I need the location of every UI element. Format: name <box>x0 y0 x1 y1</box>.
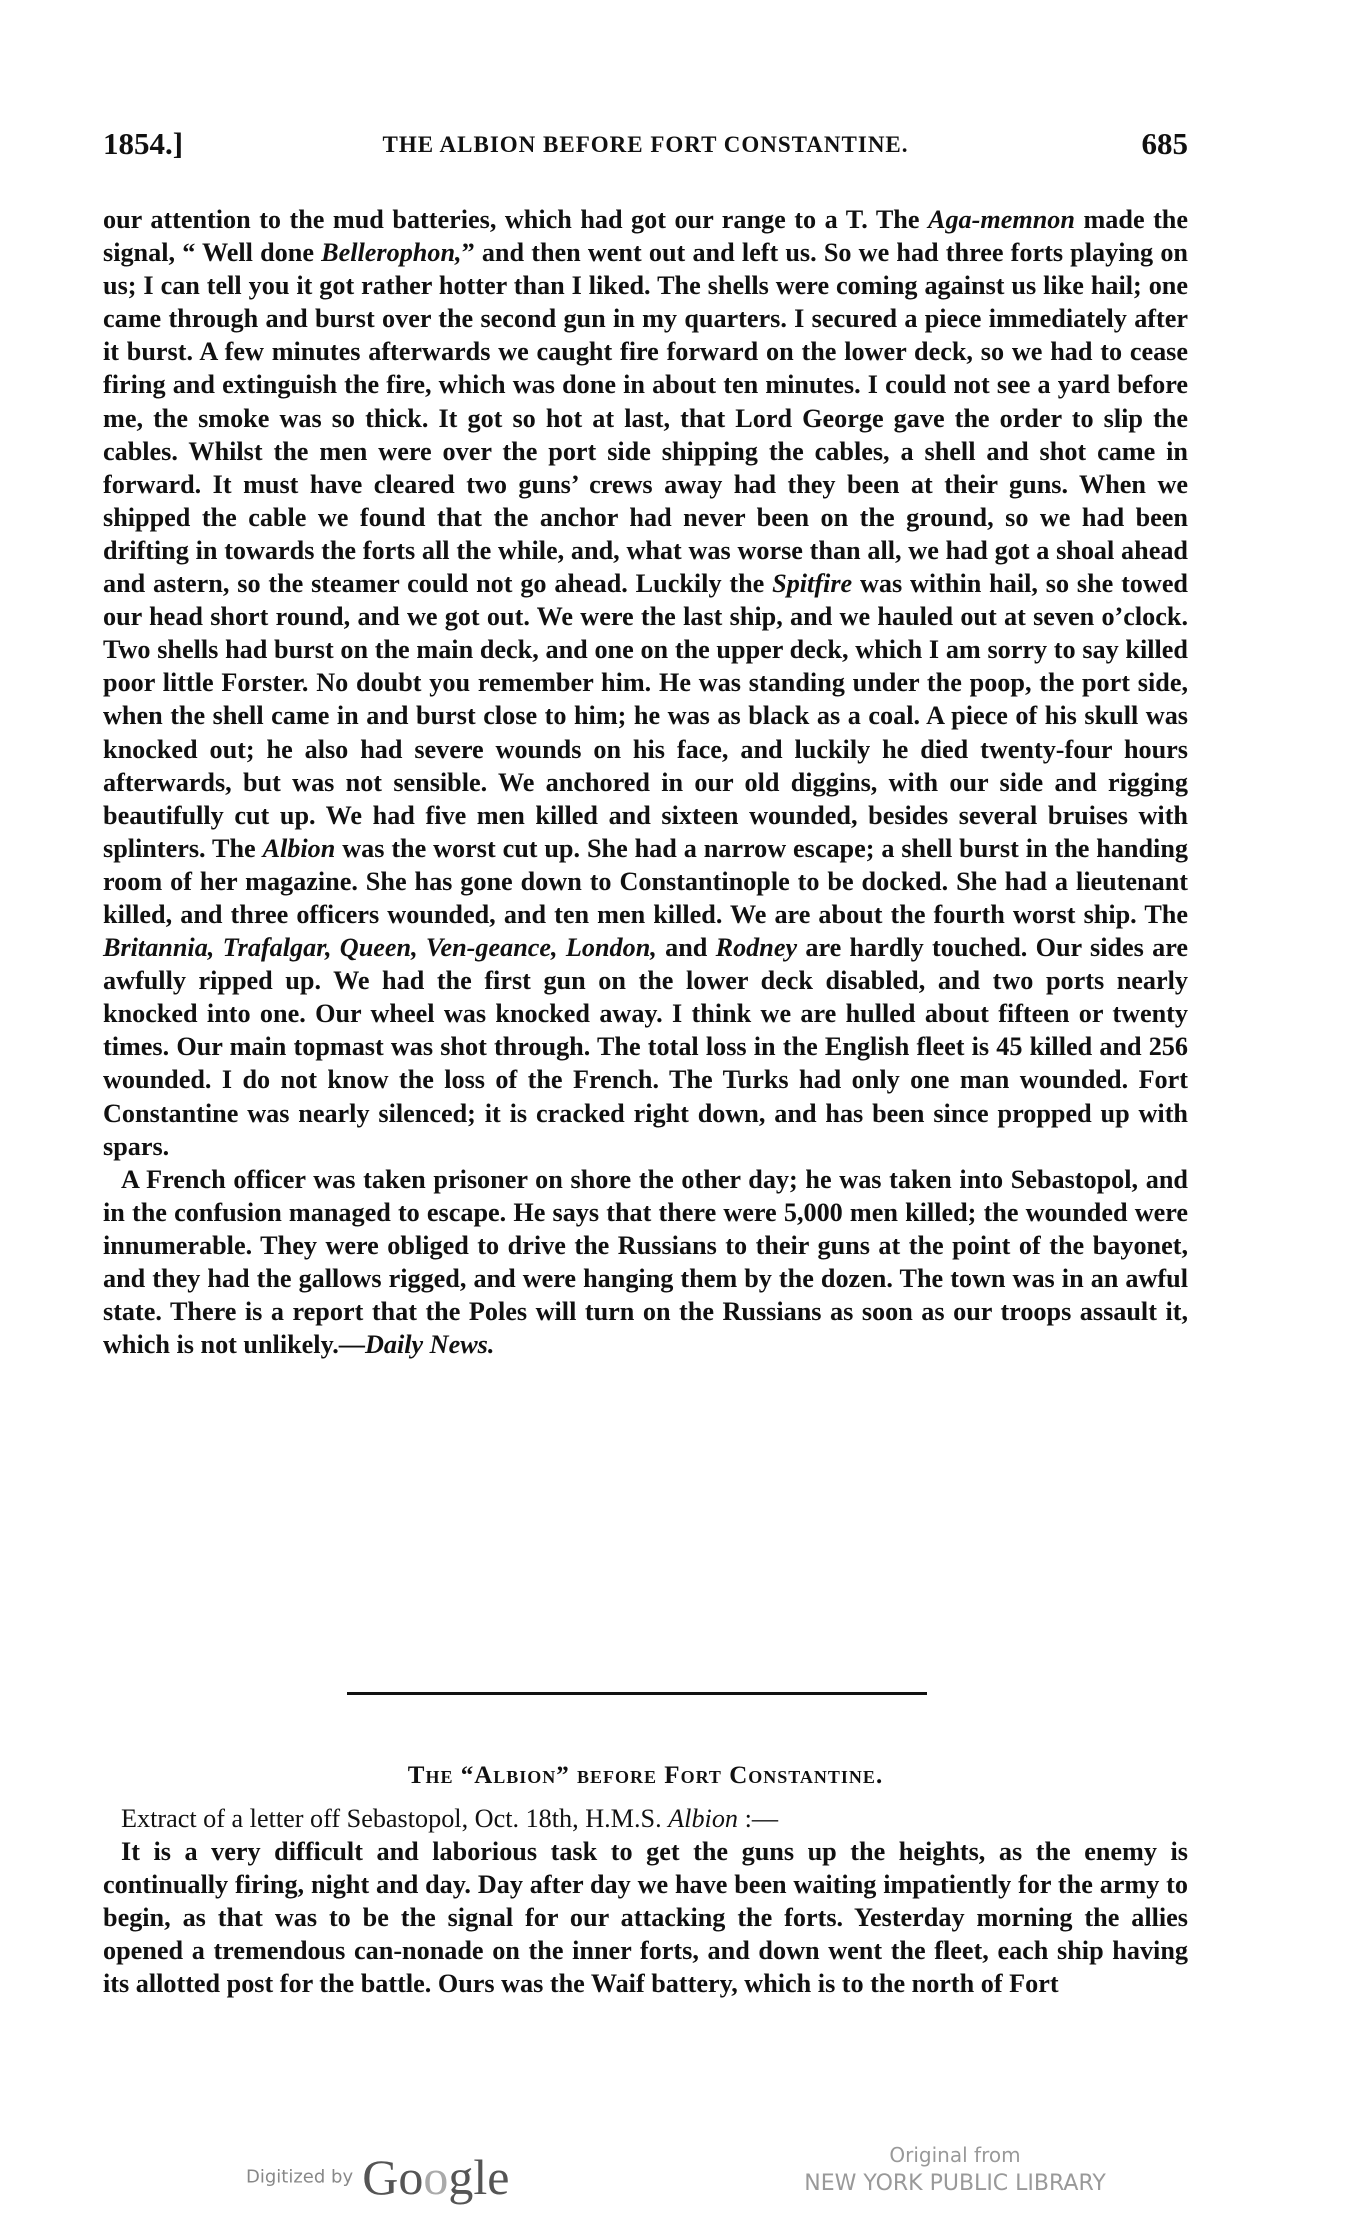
digitized-by-label: Digitized by <box>246 2166 354 2188</box>
article-1-paragraph-1 <box>103 203 1188 1163</box>
google-logo-letter: G <box>362 2149 399 2205</box>
running-head-title: THE ALBION BEFORE FORT CONSTANTINE. <box>382 132 909 157</box>
text-run: A French officer was taken prisoner on shore the other day; he was taken into Sebastopol, and in the confusion managed to escape. He says that there were 5,000 men killed; the wounded were innumerable. They were obliged to drive the Russians to their guns at the point of the bayonet, and they had the gallows rigged, and were hanging them by the dozen. The town was in an awful state. There is a report that the Poles will turn on the Russians as soon as our troops assault it, which is not unlikely.— <box>103 1164 1188 1360</box>
article-1-body <box>103 203 1188 1361</box>
text-run: our attention to the mud batteries, which had got our range to a T. The <box>103 205 928 234</box>
article-1-paragraph-2 <box>103 1163 1188 1362</box>
italic-run: Albion <box>668 1804 739 1833</box>
text-run: was within hail, so she towed our head short round, and we got out. We were the last ship, and we hauled out at seven o’clock. Two shells had burst on the main deck, and one on the upper deck, which I am sorry to say killed poor little Forster. No doubt you remember him. He was standing under the poop, the port side, when the shell came in and burst close to him; he was as black as a coal. A piece of his skull was knocked out; he also had severe wounds on his face, and luckily he died twenty-four hours afterwards, but was not sensible. We anchored in our old diggins, with our side and rigging beautifully cut up. We had five men killed and sixteen wounded, besides several bruises with splinters. The <box>103 569 1189 863</box>
italic-run: Aga-memnon <box>928 205 1075 234</box>
google-logo-letter: l <box>473 2149 488 2205</box>
running-head <box>103 126 1188 166</box>
text-run: :— <box>738 1804 779 1833</box>
italic-run: Rodney <box>715 933 798 963</box>
text-run: ” and then went out and left us. So we had three forts playing on us; I can tell you it got rather hotter than I liked. The shells were coming against us like hail; one came through and burst over the second gun in my quarters. I secured a piece immediately after it burst. A few minutes afterwards we caught fire forward on the lower deck, so we had to cease firing and extinguish the fire, which was done in about ten minutes. I could not see a yard before me, the smoke was so thick. It got so hot at last, that Lord George gave the order to slip the cables. Whilst the men were over the port side shipping the cables, a shell and shot came in forward. It must have cleared two guns’ crews away had they been at their guns. When we shipped the cable we found that the anchor had never been on the ground, so we had been drifting in towards the forts all the while, and, what was worse than all, we had got a shoal ahead and astern, so the steamer could not go ahead. Luckily the <box>103 238 1188 599</box>
google-logo-letter: o <box>398 2149 424 2205</box>
digitized-by-google <box>246 2148 509 2206</box>
text-run: Extract of a letter off Sebastopol, Oct. 18th, H.M.S. <box>121 1804 669 1833</box>
text-run: was the worst cut up. She had a narrow escape; a shell burst in the handing room of her magazine. She has gone down to Constantinople to be docked. She had a lieutenant killed, and three officers wounded, and ten men killed. We are about the fourth worst ship. The <box>103 833 1188 929</box>
italic-run: Spitfire <box>772 569 853 599</box>
italic-run: Daily News. <box>364 1330 495 1360</box>
running-head-year: 1854.] <box>103 126 184 161</box>
text-run: and <box>656 933 716 963</box>
article-2-body <box>103 1802 1188 2001</box>
article-2-paragraph-1: It is a very difficult and laborious task to get the guns up the heights, as the enemy is continually firing, night and day. Day after day we have been waiting impatiently for the army to begin, as that was to be the signal for our attacking the forts. Yesterday morning the allies opened a tremendous can-nonade on the inner forts, and down went the fleet, each ship having its allotted post for the battle. Ours was the Waif battery, which is to the north of Fort <box>103 1837 1188 1999</box>
google-logo-letter: g <box>448 2149 474 2205</box>
original-from-library <box>780 2143 1130 2196</box>
original-from-label: Original from <box>889 2143 1021 2167</box>
section-divider <box>347 1692 927 1695</box>
page-number: 685 <box>1141 126 1188 161</box>
text-run: made the signal, “ Well done <box>103 205 1188 268</box>
google-logo-letter: o <box>423 2149 449 2205</box>
article-2-intro <box>103 1802 1188 1835</box>
text-run: are hardly touched. Our sides are awfully ripped up. We had the first gun on the lower deck disabled, and two ports nearly knocked into one. Our wheel was knocked away. I think we are hulled about fifteen or twenty times. Our main topmast was shot through. The total loss in the English fleet is 45 killed and 256 wounded. I do not know the loss of the French. The Turks had only one man wounded. Fort Constantine was nearly silenced; it is cracked right down, and has been since propped up with spars. <box>103 933 1188 1161</box>
google-logo-letter: e <box>487 2149 510 2205</box>
article-2-heading: The “Albion” before Fort Constantine. <box>407 1762 884 1789</box>
italic-run: Albion <box>262 833 336 863</box>
italic-run: Britannia, Trafalgar, Queen, Ven-geance, London, <box>103 933 657 963</box>
italic-run: Bellerophon, <box>321 238 462 268</box>
google-logo <box>362 2149 509 2205</box>
library-name: NEW YORK PUBLIC LIBRARY <box>804 2171 1106 2196</box>
